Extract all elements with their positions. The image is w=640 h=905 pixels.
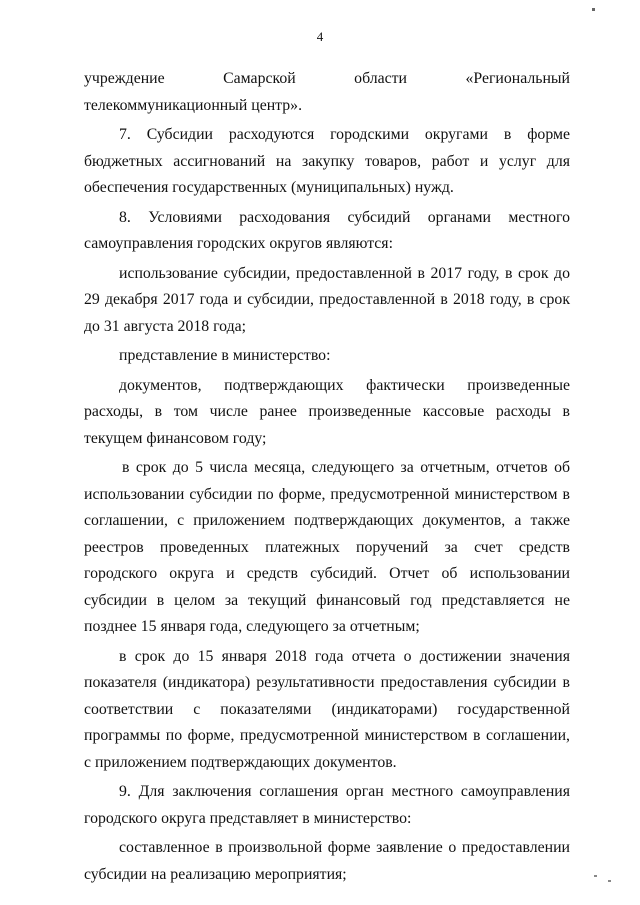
- document-body: [84, 66, 570, 891]
- paragraph-item-7: 7. Субсидии расходуются городскими округами в форме бюджетных ассигнований на закупку товаров, работ и услуг для обеспечения государственных (муниципальных) нужд.: [84, 126, 570, 196]
- scan-speck: [592, 8, 595, 11]
- paragraph-monthly-reports: в срок до 5 числа месяца, следующего за отчетным, отчетов об использовании субсидии по форме, предусмотренной министерством в соглашении, с приложением подтверждающих документов, а также реестров проведенных платежных поручений за счет средств городского округа и средств субсидий. Отчет об использовании субсидии в целом за текущий финансовый год представляется не позднее 15 января года, следующего за отчетным;: [84, 459, 570, 635]
- paragraph-application: составленное в произвольной форме заявление о предоставлении субсидии на реализацию мероприятия;: [84, 839, 570, 883]
- paragraph-condition-deadline: использование субсидии, предоставленной в 2017 году, в срок до 29 декабря 2017 года и субсидии, предоставленной в 2018 году, в срок до 31 августа 2018 года;: [84, 264, 570, 335]
- page-number: 4: [316, 29, 324, 44]
- scan-speck: [608, 880, 611, 882]
- paragraph-continuation: учреждение Самарской области «Региональный телекоммуникационный центр».: [84, 70, 570, 114]
- paragraph-item-9: 9. Для заключения соглашения орган местного самоуправления городского округа представляет в министерство:: [84, 783, 570, 827]
- paragraph-submission: представление в министерство:: [119, 347, 331, 364]
- scan-speck: [594, 875, 597, 877]
- paragraph-indicator-report: в срок до 15 января 2018 года отчета о достижении значения показателя (индикатора) результативности предоставления субсидии в соответствии с показателями (индикаторами) государственной программы по форме, предусмотренной министерством в соглашении, с приложением подтверждающих документов.: [84, 647, 570, 771]
- paragraph-documents: документов, подтверждающих фактически произведенные расходы, в том числе ранее произведенные кассовые расходы в текущем финансовом году;: [84, 376, 570, 447]
- paragraph-item-8: 8. Условиями расходования субсидий органами местного самоуправления городских округов являются:: [84, 208, 570, 252]
